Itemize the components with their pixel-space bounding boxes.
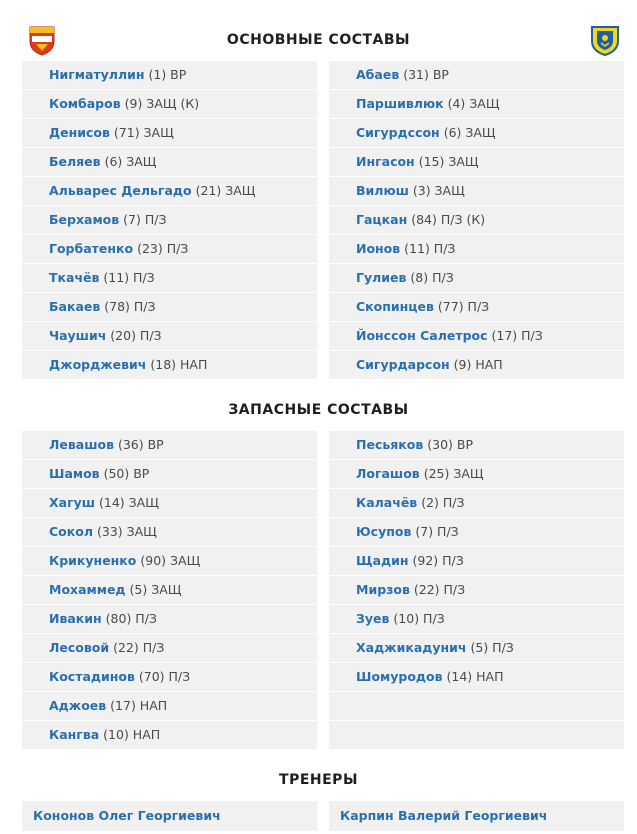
player-row: [329, 293, 624, 321]
player-name-link[interactable]: Шомуродов: [356, 669, 443, 684]
player-row: [329, 177, 624, 205]
player-name-link[interactable]: Джорджевич: [49, 357, 147, 372]
player-number-position: (92) П/З: [412, 553, 464, 568]
player-row: [22, 148, 317, 176]
starting-lineups-title: ОСНОВНЫЕ СОСТАВЫ: [226, 32, 411, 48]
home-starting-list: [22, 61, 317, 380]
home-coach-link[interactable]: Кононов Олег Георгиевич: [22, 801, 317, 831]
player-row: [329, 547, 624, 575]
player-number-position: (1) ВР: [148, 67, 187, 82]
player-number-position: (17) НАП: [110, 698, 168, 713]
player-number-position: (20) П/З: [110, 328, 162, 343]
player-row: [329, 489, 624, 517]
player-row: [22, 576, 317, 604]
player-name-link[interactable]: Паршивлюк: [356, 96, 444, 111]
player-name-link[interactable]: Чаушич: [49, 328, 107, 343]
player-number-position: (70) П/З: [138, 669, 191, 684]
substitutes-title: ЗАПАСНЫЕ СОСТАВЫ: [228, 402, 409, 418]
away-starting-list: [329, 61, 624, 380]
player-row: [22, 692, 317, 720]
player-row: [329, 460, 624, 488]
player-name-link[interactable]: Бакаев: [49, 299, 101, 314]
player-row: [22, 721, 317, 749]
player-number-position: (36) ВР: [117, 437, 164, 452]
away-team-logo-icon: [589, 24, 621, 56]
player-name-link[interactable]: Денисов: [49, 125, 110, 140]
player-name-link[interactable]: Мохаммед: [49, 582, 126, 597]
player-row: [22, 61, 317, 89]
player-row: [329, 431, 624, 459]
player-number-position: (33) ЗАЩ: [96, 524, 157, 539]
player-row: [22, 322, 317, 350]
player-row: [22, 264, 317, 292]
player-name-link[interactable]: Калачёв: [356, 495, 418, 510]
player-name-link[interactable]: Горбатенко: [49, 241, 134, 256]
player-name-link[interactable]: Аджоев: [49, 698, 107, 713]
player-number-position: (90) ЗАЩ: [140, 553, 201, 568]
player-row: [329, 663, 624, 691]
player-number-position: (6) ЗАЩ: [443, 125, 496, 140]
player-name-link[interactable]: Костадинов: [49, 669, 135, 684]
player-name-link[interactable]: Гулиев: [356, 270, 407, 285]
player-number-position: (14) НАП: [446, 669, 504, 684]
player-number-position: (4) ЗАЩ: [447, 96, 500, 111]
player-row: [22, 547, 317, 575]
player-name-link[interactable]: Хагуш: [49, 495, 96, 510]
player-name-link[interactable]: Щадин: [356, 553, 409, 568]
player-number-position: (50) ВР: [103, 466, 150, 481]
player-row: [329, 61, 624, 89]
home-subs-list: [22, 431, 317, 750]
player-number-position: (11) П/З: [103, 270, 155, 285]
player-number-position: (77) П/З: [437, 299, 490, 314]
player-row: [329, 518, 624, 546]
player-name-link[interactable]: Зуев: [356, 611, 390, 626]
player-name-link[interactable]: Альварес Дельгадо: [49, 183, 192, 198]
player-row: [22, 90, 317, 118]
player-name-link[interactable]: Йонссон Салетрос: [356, 328, 488, 343]
player-name-link[interactable]: Ивакин: [49, 611, 102, 626]
player-name-link[interactable]: Беляев: [49, 154, 101, 169]
player-number-position: (7) П/З: [123, 212, 167, 227]
player-row: [329, 206, 624, 234]
player-name-link[interactable]: Абаев: [356, 67, 400, 82]
player-number-position: (71) ЗАЩ: [113, 125, 174, 140]
player-name-link[interactable]: Левашов: [49, 437, 114, 452]
player-number-position: (22) П/З: [413, 582, 466, 597]
player-number-position: (84) П/З (К): [411, 212, 486, 227]
player-row: [329, 322, 624, 350]
player-name-link[interactable]: Нигматуллин: [49, 67, 145, 82]
player-number-position: (80) П/З: [105, 611, 157, 626]
player-name-link[interactable]: Юсупов: [356, 524, 412, 539]
player-row: [22, 518, 317, 546]
player-name-link[interactable]: Ингасон: [356, 154, 415, 169]
player-row: [22, 460, 317, 488]
player-name-link[interactable]: Мирзов: [356, 582, 410, 597]
player-number-position: (78) П/З: [104, 299, 156, 314]
player-number-position: (5) ЗАЩ: [129, 582, 182, 597]
player-number-position: (10) НАП: [103, 727, 161, 742]
player-name-link[interactable]: Скопинцев: [356, 299, 434, 314]
player-number-position: (22) П/З: [113, 640, 165, 655]
player-number-position: (18) НАП: [150, 357, 208, 372]
player-number-position: (7) П/З: [415, 524, 459, 539]
away-coach-link[interactable]: Карпин Валерий Георгиевич: [329, 801, 624, 831]
player-row: [22, 605, 317, 633]
player-row: [329, 576, 624, 604]
player-number-position: (6) ЗАЩ: [104, 154, 157, 169]
player-row: [22, 663, 317, 691]
player-number-position: (11) П/З: [404, 241, 456, 256]
player-name-link[interactable]: Гацкан: [356, 212, 408, 227]
player-name-link[interactable]: Берхамов: [49, 212, 120, 227]
player-name-link[interactable]: Хаджикадунич: [356, 640, 467, 655]
player-number-position: (25) ЗАЩ: [423, 466, 484, 481]
player-number-position: (8) П/З: [410, 270, 454, 285]
player-name-link[interactable]: Лесовой: [49, 640, 110, 655]
player-row: [22, 634, 317, 662]
player-number-position: (14) ЗАЩ: [99, 495, 159, 510]
player-row: [22, 293, 317, 321]
player-name-link[interactable]: Вилюш: [356, 183, 409, 198]
player-number-position: (31) ВР: [403, 67, 449, 82]
player-number-position: (30) ВР: [427, 437, 473, 452]
away-subs-list: [329, 431, 624, 750]
player-number-position: (17) П/З: [491, 328, 543, 343]
player-row: [22, 206, 317, 234]
player-number-position: (23) П/З: [137, 241, 189, 256]
player-name-link[interactable]: Сигурдарсон: [356, 357, 450, 372]
player-name-link[interactable]: Кангва: [49, 727, 100, 742]
player-row: [22, 489, 317, 517]
player-row: [329, 351, 624, 379]
coaches-title: ТРЕНЕРЫ: [279, 772, 358, 788]
player-row: [329, 605, 624, 633]
player-number-position: (10) П/З: [393, 611, 445, 626]
player-row: [22, 431, 317, 459]
player-row: [329, 264, 624, 292]
player-row: [22, 351, 317, 379]
empty-row: [329, 721, 624, 749]
empty-row: [329, 692, 624, 720]
player-row: [329, 119, 624, 147]
player-number-position: (5) П/З: [470, 640, 514, 655]
player-row: [329, 148, 624, 176]
player-name-link[interactable]: Комбаров: [49, 96, 121, 111]
player-number-position: (3) ЗАЩ: [412, 183, 465, 198]
player-name-link[interactable]: Логашов: [356, 466, 420, 481]
player-row: [329, 235, 624, 263]
player-name-link[interactable]: Песьяков: [356, 437, 424, 452]
player-number-position: (15) ЗАЩ: [418, 154, 479, 169]
player-number-position: (9) НАП: [453, 357, 503, 372]
player-name-link[interactable]: Ткачёв: [49, 270, 100, 285]
player-row: [22, 235, 317, 263]
player-name-link[interactable]: Сокол: [49, 524, 93, 539]
player-name-link[interactable]: Ионов: [356, 241, 401, 256]
player-name-link[interactable]: Сигурдссон: [356, 125, 440, 140]
player-number-position: (21) ЗАЩ: [195, 183, 256, 198]
player-row: [329, 90, 624, 118]
player-number-position: (2) П/З: [421, 495, 465, 510]
player-name-link[interactable]: Крикуненко: [49, 553, 137, 568]
player-number-position: (9) ЗАЩ (К): [124, 96, 200, 111]
player-row: [22, 119, 317, 147]
player-row: [22, 177, 317, 205]
player-name-link[interactable]: Шамов: [49, 466, 100, 481]
player-row: [329, 634, 624, 662]
